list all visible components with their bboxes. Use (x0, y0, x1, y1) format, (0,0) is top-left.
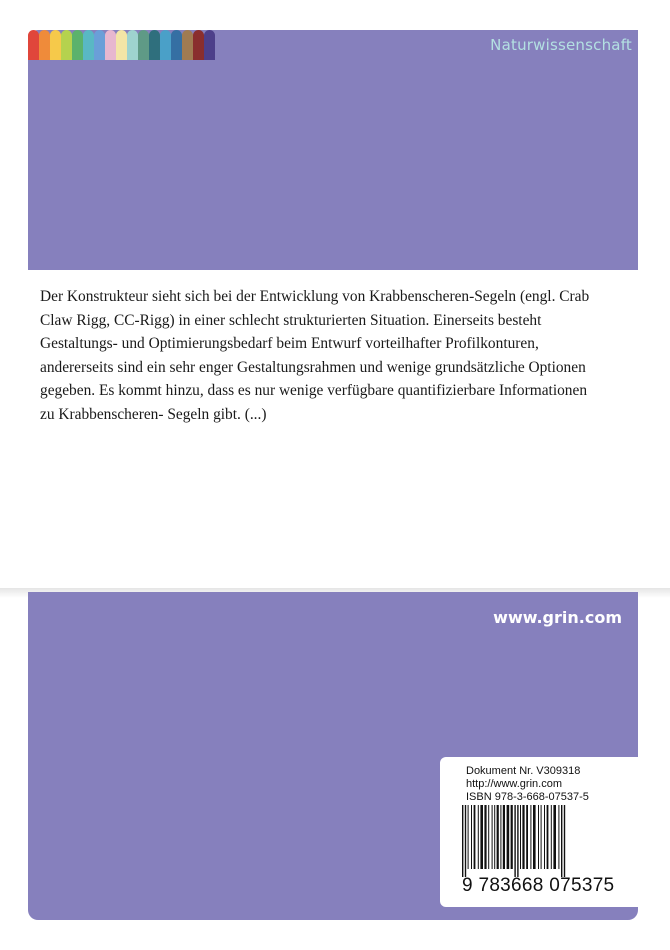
barcode-bar (558, 805, 559, 869)
barcode-bar (538, 805, 539, 869)
color-stripe (28, 30, 39, 60)
barcode-bar (462, 805, 463, 877)
blurb-line: andererseits sind ein sehr enger Gestaltungsrahmen und wenige grundsätzliche Optionen (40, 358, 586, 376)
document-url: http://www.grin.com (466, 778, 562, 790)
category-label: Naturwissenschaft (490, 36, 632, 54)
barcode-bar (494, 805, 495, 869)
barcode-bar (478, 805, 479, 869)
barcode-bar (533, 805, 536, 869)
blurb-line: Claw Rigg, CC-Rigg) in einer schlecht strukturierten Situation. Einerseits besteht (40, 311, 542, 329)
barcode-bar (503, 805, 505, 869)
color-stripe (138, 30, 149, 60)
barcode-bar (561, 805, 562, 877)
barcode-bar (541, 805, 542, 869)
barcode-bar (520, 805, 521, 869)
barcode-bar (468, 805, 469, 869)
barcode-bar (480, 805, 483, 869)
color-stripe (204, 30, 215, 60)
blurb-line: gegeben. Es kommt hinzu, dass es nur wenige verfügbare quantifizierbare Informationen (40, 382, 588, 399)
color-stripe (182, 30, 193, 60)
color-stripe (61, 30, 72, 60)
color-stripe (160, 30, 171, 60)
barcode-bar (474, 805, 476, 869)
document-number: Dokument Nr. V309318 (466, 765, 581, 777)
document-info (466, 765, 589, 804)
barcode-bar (544, 805, 545, 869)
barcode-bar (514, 805, 515, 877)
barcode-bar (530, 805, 531, 869)
barcode-bar (547, 805, 549, 869)
book-blurb (40, 285, 630, 426)
color-stripe (105, 30, 116, 60)
barcode-icon (462, 805, 626, 877)
barcode-bar (511, 805, 513, 869)
color-stripe-bar (28, 30, 215, 60)
barcode-bar (553, 805, 556, 869)
barcode-bar (517, 805, 518, 877)
color-stripe (39, 30, 50, 60)
color-stripe (116, 30, 127, 60)
blurb-line: Gestaltungs- und Optimierungsbedarf beim Entwurf vorteilhafter Profilkonturen, (40, 335, 539, 352)
barcode-bar (488, 805, 489, 869)
barcode-bar (465, 805, 466, 877)
barcode-bar (526, 805, 528, 869)
barcode-bar (497, 805, 499, 869)
color-stripe (149, 30, 160, 60)
color-stripe (83, 30, 94, 60)
barcode-bar (564, 805, 565, 877)
color-stripe (193, 30, 204, 60)
barcode-bar (551, 805, 552, 869)
barcode-bar (500, 805, 501, 869)
color-stripe (94, 30, 105, 60)
barcode-bar (484, 805, 486, 869)
top-color-panel (28, 30, 638, 270)
barcode-bar (522, 805, 524, 869)
barcode-digits: 9 783668 075375 (462, 875, 615, 896)
barcode-bar (507, 805, 510, 869)
isbn: ISBN 978-3-668-07537-5 (466, 791, 589, 803)
blurb-line: Der Konstrukteur sieht sich bei der Entwicklung von Krabbenscheren-Segeln (engl. Crab (40, 288, 590, 305)
color-stripe (127, 30, 138, 60)
blurb-line: zu Krabbenscheren- Segeln gibt. (...) (40, 405, 267, 423)
barcode-bar (471, 805, 472, 869)
color-stripe (72, 30, 83, 60)
publisher-website: www.grin.com (493, 608, 622, 627)
color-stripe (171, 30, 182, 60)
color-stripe (50, 30, 61, 60)
barcode-bar (492, 805, 493, 869)
